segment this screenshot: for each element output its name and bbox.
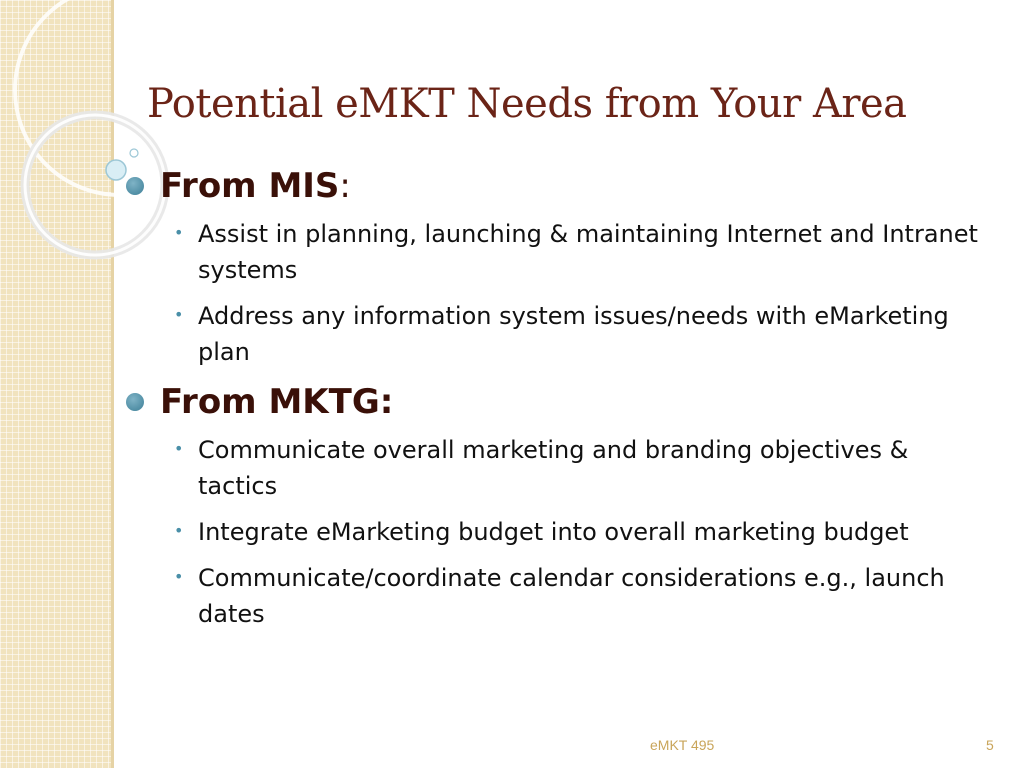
sub-bullet-icon: • <box>174 567 184 586</box>
list-item <box>124 560 984 632</box>
slide-content <box>124 164 984 642</box>
mktg-item-list <box>124 432 984 632</box>
list-item <box>124 216 984 288</box>
list-item-text: Integrate eMarketing budget into overall marketing budget <box>198 518 909 546</box>
sub-bullet-icon: • <box>174 305 184 324</box>
list-item-text: Address any information system issues/needs with eMarketing plan <box>198 302 949 366</box>
section-heading-colon: : <box>339 166 351 206</box>
slide-title: Potential eMKT Needs from Your Area <box>147 81 907 127</box>
list-item-text: Communicate/coordinate calendar considerations e.g., launch dates <box>198 564 945 628</box>
list-item <box>124 298 984 370</box>
list-item <box>124 432 984 504</box>
bullet-icon <box>126 177 144 195</box>
side-strip-edge <box>111 0 114 768</box>
sub-bullet-icon: • <box>174 439 184 458</box>
bubble-small <box>130 149 138 157</box>
section-heading-mis <box>124 164 984 208</box>
list-item <box>124 514 984 550</box>
list-item-text: Communicate overall marketing and branding objectives & tactics <box>198 436 909 500</box>
sub-bullet-icon: • <box>174 223 184 242</box>
footer-course-label: eMKT 495 <box>650 737 715 753</box>
section-heading-mktg <box>124 380 984 424</box>
list-item-text: Assist in planning, launching & maintaining Internet and Intranet systems <box>198 220 978 284</box>
mis-item-list <box>124 216 984 370</box>
bullet-icon <box>126 393 144 411</box>
side-pattern-strip <box>0 0 113 768</box>
section-heading-text: From MKTG: <box>160 382 394 422</box>
section-heading-text: From MIS <box>160 166 340 206</box>
sub-bullet-icon: • <box>174 521 184 540</box>
footer-page-number: 5 <box>986 737 994 753</box>
